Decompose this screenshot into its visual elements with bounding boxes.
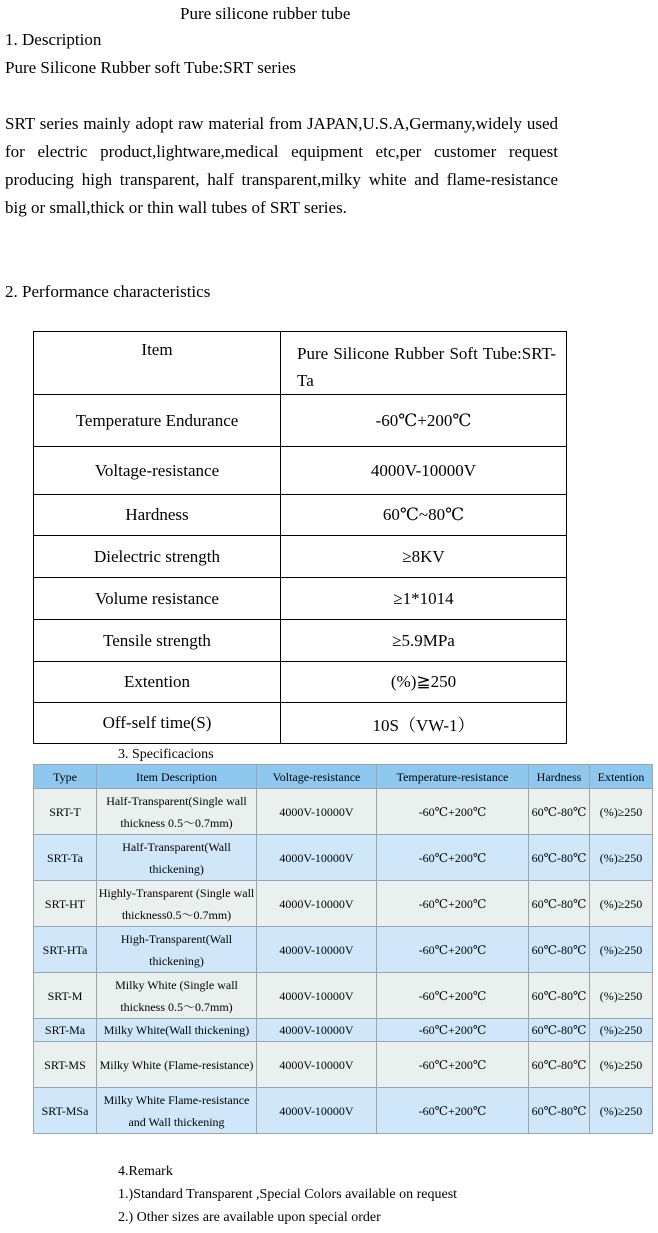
- performance-item: Off-self time(S): [34, 703, 281, 744]
- performance-value: ≥8KV: [281, 536, 567, 578]
- cell-description: Milky White (Flame-resistance): [97, 1042, 257, 1088]
- table-row: [34, 789, 653, 835]
- remark-section: [118, 1160, 457, 1229]
- cell-temperature: -60℃+200℃: [377, 927, 529, 973]
- cell-temperature: -60℃+200℃: [377, 881, 529, 927]
- remark-line: 1.)Standard Transparent ,Special Colors available on request: [118, 1187, 458, 1202]
- performance-heading: 2. Performance characteristics: [5, 282, 211, 301]
- performance-item: Volume resistance: [34, 578, 281, 620]
- column-header-description: Item Description: [97, 765, 257, 789]
- page-title: Pure silicone rubber tube: [180, 4, 351, 23]
- performance-value: 60℃~80℃: [281, 495, 567, 536]
- column-header-type: Type: [34, 765, 97, 789]
- remark-line: 2.) Other sizes are available upon special order: [118, 1210, 381, 1225]
- cell-description: Milky White Flame-resistance and Wall thickening: [97, 1088, 257, 1134]
- cell-temperature: -60℃+200℃: [377, 789, 529, 835]
- cell-temperature: -60℃+200℃: [377, 835, 529, 881]
- cell-type: SRT-Ma: [34, 1019, 97, 1042]
- table-row: [34, 835, 653, 881]
- cell-description: Half-Transparent(Wall thickening): [97, 835, 257, 881]
- cell-hardness: 60℃-80℃: [529, 927, 590, 973]
- cell-extention: (%)≥250: [590, 835, 653, 881]
- cell-hardness: 60℃-80℃: [529, 973, 590, 1019]
- specifications-heading: 3. Specificacions: [118, 747, 214, 762]
- cell-extention: (%)≥250: [590, 927, 653, 973]
- cell-extention: (%)≥250: [590, 1019, 653, 1042]
- cell-temperature: -60℃+200℃: [377, 973, 529, 1019]
- description-paragraph: SRT series mainly adopt raw material from JAPAN,U.S.A,Germany,widely used for electric product,lightware,medical equipment etc,per customer request producing high transparent, half transparent,milky white and flame-resistance big or small,thick or thin wall tubes of SRT series.: [5, 114, 558, 217]
- cell-hardness: 60℃-80℃: [529, 1088, 590, 1134]
- performance-row: [34, 662, 567, 703]
- specifications-table: [33, 764, 653, 1134]
- performance-row: [34, 578, 567, 620]
- cell-hardness: 60℃-80℃: [529, 881, 590, 927]
- remark-heading: 4.Remark: [118, 1164, 173, 1179]
- cell-voltage: 4000V-10000V: [257, 835, 377, 881]
- performance-item: Hardness: [34, 495, 281, 536]
- performance-value: 10S（VW-1）: [281, 703, 567, 744]
- column-header-extention: Extention: [590, 765, 653, 789]
- performance-value: ≥1*1014: [281, 578, 567, 620]
- description-heading: 1. Description: [5, 30, 102, 49]
- cell-type: SRT-T: [34, 789, 97, 835]
- cell-temperature: -60℃+200℃: [377, 1019, 529, 1042]
- cell-voltage: 4000V-10000V: [257, 973, 377, 1019]
- cell-voltage: 4000V-10000V: [257, 1019, 377, 1042]
- cell-extention: (%)≥250: [590, 1088, 653, 1134]
- performance-row: [34, 620, 567, 662]
- cell-description: High-Transparent(Wall thickening): [97, 927, 257, 973]
- performance-header-value: Pure Silicone Rubber Soft Tube:SRT-Ta: [281, 332, 567, 395]
- performance-row: [34, 395, 567, 447]
- table-row: [34, 881, 653, 927]
- cell-extention: (%)≥250: [590, 789, 653, 835]
- cell-hardness: 60℃-80℃: [529, 1042, 590, 1088]
- performance-value: ≥5.9MPa: [281, 620, 567, 662]
- cell-description: Half-Transparent(Single wall thickness 0.5～0.7mm): [97, 789, 257, 835]
- cell-type: SRT-MS: [34, 1042, 97, 1088]
- description-subtitle: Pure Silicone Rubber soft Tube:SRT series: [5, 58, 296, 77]
- cell-voltage: 4000V-10000V: [257, 1042, 377, 1088]
- cell-type: SRT-M: [34, 973, 97, 1019]
- table-row: [34, 973, 653, 1019]
- table-row: [34, 1088, 653, 1134]
- cell-type: SRT-MSa: [34, 1088, 97, 1134]
- cell-description: Milky White (Single wall thickness 0.5～0.7mm): [97, 973, 257, 1019]
- column-header-hardness: Hardness: [529, 765, 590, 789]
- performance-value: 4000V-10000V: [281, 447, 567, 495]
- performance-table: [33, 331, 567, 744]
- cell-description: Highly-Transparent (Single wall thickness0.5～0.7mm): [97, 881, 257, 927]
- cell-extention: (%)≥250: [590, 881, 653, 927]
- performance-row: [34, 703, 567, 744]
- cell-type: SRT-HT: [34, 881, 97, 927]
- specifications-header-row: [34, 765, 653, 789]
- performance-value: -60℃+200℃: [281, 395, 567, 447]
- column-header-voltage: Voltage-resistance: [257, 765, 377, 789]
- performance-item: Tensile strength: [34, 620, 281, 662]
- cell-temperature: -60℃+200℃: [377, 1042, 529, 1088]
- cell-voltage: 4000V-10000V: [257, 881, 377, 927]
- cell-description: Milky White(Wall thickening): [97, 1019, 257, 1042]
- performance-row: [34, 495, 567, 536]
- performance-item: Extention: [34, 662, 281, 703]
- cell-voltage: 4000V-10000V: [257, 789, 377, 835]
- performance-value: (%)≧250: [281, 662, 567, 703]
- cell-voltage: 4000V-10000V: [257, 927, 377, 973]
- performance-row: [34, 536, 567, 578]
- table-row: [34, 1019, 653, 1042]
- performance-row: [34, 447, 567, 495]
- performance-item: Temperature Endurance: [34, 395, 281, 447]
- column-header-temperature: Temperature-resistance: [377, 765, 529, 789]
- performance-header-row: [34, 332, 567, 395]
- performance-item: Voltage-resistance: [34, 447, 281, 495]
- table-row: [34, 1042, 653, 1088]
- cell-type: SRT-HTa: [34, 927, 97, 973]
- cell-hardness: 60℃-80℃: [529, 835, 590, 881]
- cell-voltage: 4000V-10000V: [257, 1088, 377, 1134]
- table-row: [34, 927, 653, 973]
- cell-hardness: 60℃-80℃: [529, 789, 590, 835]
- cell-type: SRT-Ta: [34, 835, 97, 881]
- cell-extention: (%)≥250: [590, 973, 653, 1019]
- performance-header-item: Item: [34, 332, 281, 395]
- performance-item: Dielectric strength: [34, 536, 281, 578]
- cell-temperature: -60℃+200℃: [377, 1088, 529, 1134]
- cell-extention: (%)≥250: [590, 1042, 653, 1088]
- cell-hardness: 60℃-80℃: [529, 1019, 590, 1042]
